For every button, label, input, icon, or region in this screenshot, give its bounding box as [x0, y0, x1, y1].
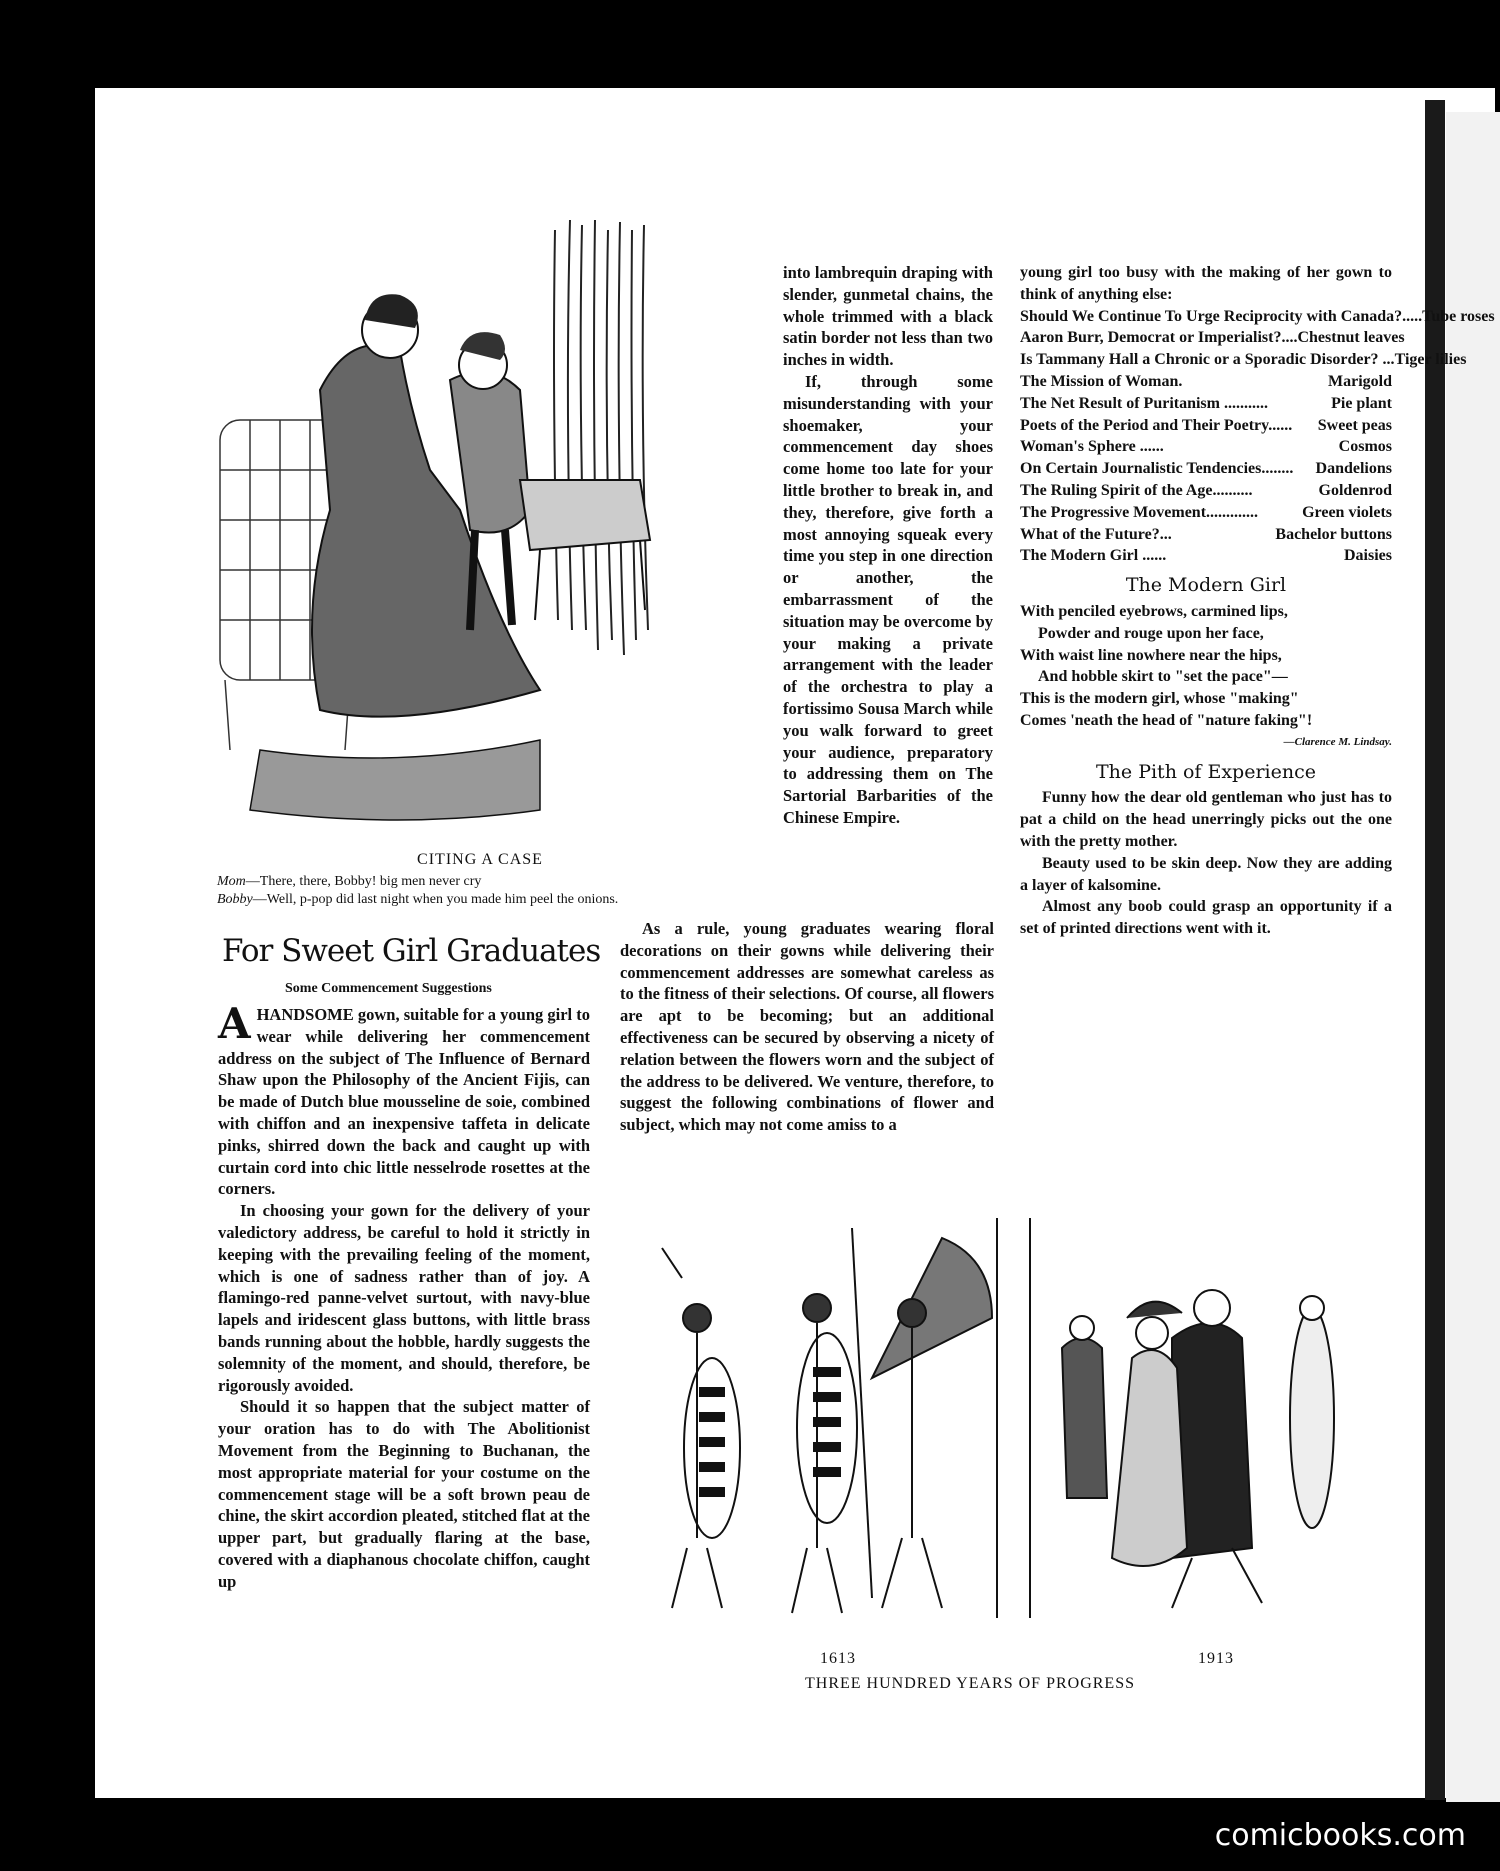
- pith-paragraph-1: Funny how the dear old gentleman who just has to pat a child on the head unerringly picks out the one with the pretty mother.: [1020, 789, 1392, 850]
- list-flower: Marigold: [1328, 372, 1392, 390]
- list-topic: Should We Continue To Urge Reciprocity with Canada?.....: [1020, 307, 1423, 325]
- poem-line: Comes 'neath the head of "nature faking"!: [1020, 711, 1313, 729]
- list-flower: Pie plant: [1331, 394, 1392, 412]
- list-topic: What of the Future?...: [1020, 525, 1172, 543]
- col2-paragraph-2: If, through some misunderstanding with your shoemaker, your commencement day shoes come home too late for your little brother to break in, and they, therefore, give forth a most annoying squeak every time you step in one direction or another, the embarrassment of the situation may be overcome by your making a private arrangement with the leader of the orchestra to play a fortissimo Sousa March while you walk forward to greet your audience, preparatory to addressing them on The Sartorial Barbarities of the Chinese Empire.: [783, 371, 993, 827]
- caption-bobby-line: [217, 892, 618, 908]
- article-paragraph-3: Should it so happen that the subject matter of your oration has to do with The Abolitionist Movement from the Beginning to Buchanan, the most appropriate material for your costume on the commencement stage will be a soft brown peau de chine, the skirt accordion pleated, stitched flat at the upper part, but gradually flaring at the base, covered with a diaphanous chocolate chiffon, caught up: [218, 1397, 590, 1591]
- poem-line: With penciled eyebrows, carmined lips,: [1020, 602, 1288, 620]
- list-flower: Bachelor buttons: [1275, 525, 1392, 543]
- article-subhead: Some Commencement Suggestions: [285, 981, 492, 996]
- article-paragraph-2: In choosing your gown for the delivery of your valedictory address, be careful to hold it strictly in keeping with the prevailing feeling of the moment, which is one of sadness rather than of joy. A flamingo-red panne-velvet surtout, with navy-blue lapels and iridescent glass buttons, with little brass bands running about the hobble, hardly suggests the solemnity of the moment, and should, therefore, be rigorously avoided.: [218, 1201, 590, 1395]
- poem-title: The Modern Girl: [1125, 574, 1287, 597]
- article-paragraph-1: [218, 999, 590, 1200]
- list-item: [1020, 545, 1392, 567]
- right-year: 1913: [1198, 1650, 1234, 1667]
- three-hundred-years-illustration: [612, 1218, 1392, 1628]
- caption-bobby-text: —Well, p-pop did last night when you made him peel the onions.: [252, 892, 619, 907]
- list-topic: Woman's Sphere ......: [1020, 438, 1164, 456]
- list-flower: Cosmos: [1338, 438, 1392, 456]
- list-item: [1020, 349, 1467, 371]
- list-flower: Chestnut leaves: [1297, 329, 1405, 347]
- caption-mom-line: [217, 874, 481, 890]
- left-year: 1613: [820, 1650, 856, 1667]
- list-item: [1020, 327, 1405, 349]
- list-topic: The Progressive Movement.............: [1020, 503, 1259, 521]
- list-topic: The Net Result of Puritanism ...........: [1020, 394, 1268, 412]
- drop-cap: A: [218, 999, 251, 1048]
- list-topic: On Certain Journalistic Tendencies........: [1020, 460, 1294, 478]
- article-paragraph-1-text: HANDSOME gown, suitable for a young girl to wear while delivering her commencement address on the subject of The Influence of Bernard Shaw upon the Philosophy of the Ancient Fijis, can be made of Dutch blue mousseline de soie, combined with chiffon and an inexpensive taffeta in delicate pinks, shirred down the back and caught up with curtain cord into chic little nesselrode rosettes at the corners.: [218, 1005, 590, 1199]
- poem-line: This is the modern girl, whose "making": [1020, 690, 1299, 708]
- pith-title: The Pith of Experience: [1096, 760, 1316, 783]
- list-flower: Tube roses: [1422, 307, 1495, 325]
- col2-paragraph-1: into lambrequin draping with slender, gunmetal chains, the whole trimmed with a black satin border not less than two inches in width.: [783, 263, 993, 370]
- poem: [1020, 601, 1392, 754]
- poem-line: And hobble skirt to "set the pace"—: [1038, 668, 1288, 686]
- pith-paragraph-3: Almost any boob could grasp an opportunity if a set of printed directions went with it.: [1020, 898, 1392, 938]
- article-headline: For Sweet Girl Graduates: [222, 933, 601, 969]
- caption-mom-text: —There, there, Bobby! big men never cry: [245, 874, 482, 889]
- list-item: [1020, 458, 1392, 480]
- list-item: [1020, 393, 1392, 415]
- list-flower: Goldenrod: [1318, 481, 1392, 499]
- article-column-1: [218, 999, 590, 1593]
- list-topic: Poets of the Period and Their Poetry......: [1020, 416, 1293, 434]
- list-topic: The Modern Girl ......: [1020, 547, 1167, 565]
- list-flower: Green violets: [1302, 503, 1392, 521]
- bottom-illustration-caption: THREE HUNDRED YEARS OF PROGRESS: [805, 1675, 1135, 1692]
- list-topic: The Mission of Woman.: [1020, 372, 1183, 390]
- article-column-2-upper: [783, 262, 993, 829]
- subject-flower-list: [1020, 306, 1495, 568]
- col3-intro: young girl too busy with the making of her gown to think of anything else:: [1020, 264, 1392, 303]
- list-item: [1020, 371, 1392, 393]
- list-item: [1020, 436, 1392, 458]
- poem-line: With waist line nowhere near the hips,: [1020, 646, 1282, 664]
- caption-mom-speaker: Mom: [217, 874, 246, 889]
- list-item: [1020, 306, 1495, 328]
- list-item: [1020, 415, 1392, 437]
- list-topic: The Ruling Spirit of the Age..........: [1020, 481, 1253, 499]
- site-watermark: comicbooks.com: [1214, 1818, 1466, 1853]
- list-flower: Tiger lilies: [1394, 351, 1467, 369]
- list-topic: Is Tammany Hall a Chronic or a Sporadic Disorder? ...: [1020, 351, 1395, 369]
- article-column-2-lower: [620, 918, 994, 1136]
- list-item: [1020, 524, 1392, 546]
- article-column-3: [1020, 262, 1495, 940]
- pith-paragraph-2: Beauty used to be skin deep. Now they are adding a layer of kalsomine.: [1020, 854, 1392, 894]
- list-flower: Sweet peas: [1317, 416, 1392, 434]
- poem-author: —Clarence M. Lindsay.: [1283, 735, 1392, 748]
- list-flower: Dandelions: [1315, 460, 1392, 478]
- list-topic: Aaron Burr, Democrat or Imperialist?....: [1020, 329, 1298, 347]
- list-item: [1020, 480, 1392, 502]
- list-item: [1020, 502, 1392, 524]
- list-flower: Daisies: [1344, 547, 1392, 565]
- caption-bobby-speaker: Bobby: [217, 892, 253, 907]
- col2-paragraph-3: As a rule, young graduates wearing floral decorations on their gowns while delivering their commencement addresses are somewhat careless as to the fitness of their selections. Of course, all flowers are apt to be becoming; but an additional effectiveness can be secured by observing a nicety of relation between the flowers worn and the subject of the address to be delivered. We venture, therefore, to suggest the following combinations of flower and subject, which may not come amiss to a: [620, 919, 994, 1135]
- citing-a-case-illustration: [200, 210, 760, 840]
- top-illustration-caption-title: CITING A CASE: [417, 851, 543, 868]
- poem-line: Powder and rouge upon her face,: [1038, 624, 1264, 642]
